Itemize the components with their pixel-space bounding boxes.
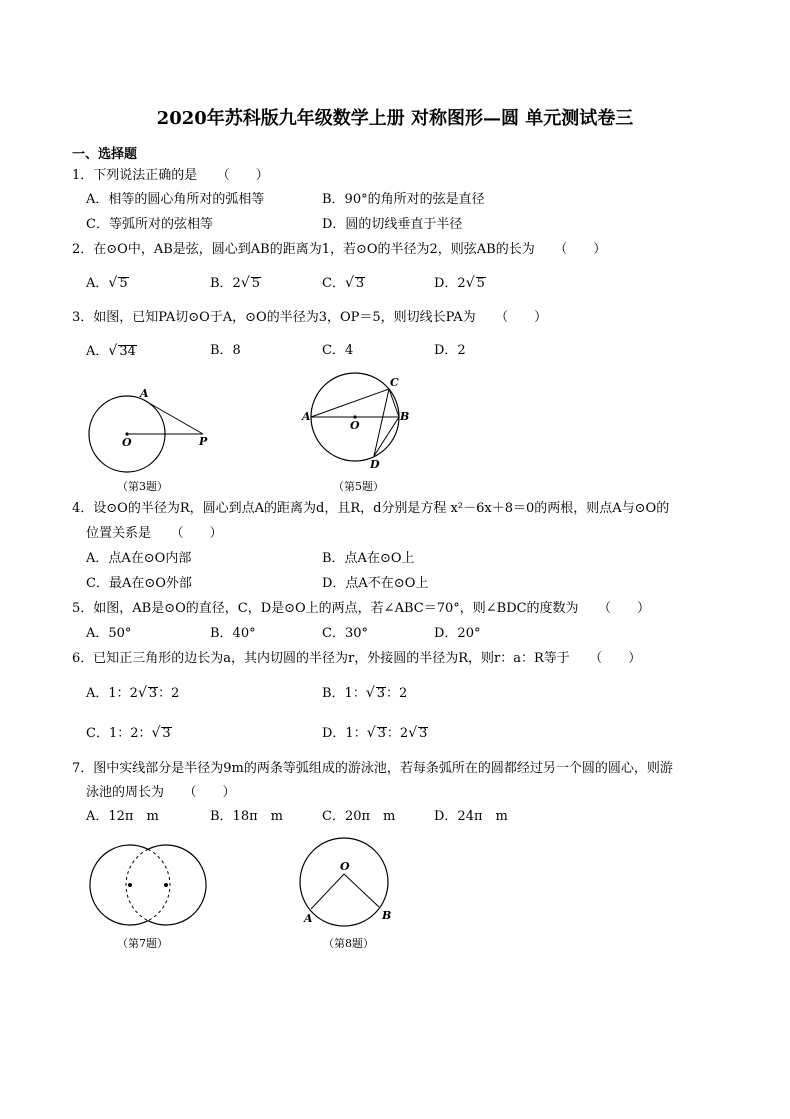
q2-option-b: B．2√ 5 — [210, 275, 261, 291]
q7-stem-line1: 7．图中实线部分是半径为9m的两条等弧组成的游泳池，若每条弧所在的圆都经过另一个圆的圆心，则游 — [72, 761, 673, 776]
figure-3-caption: （第3题） — [117, 480, 168, 493]
radicand: 3 — [355, 276, 365, 291]
q6-option-b: B．1：√ 3：2 — [322, 685, 408, 701]
figure-8-circle-angle — [296, 832, 406, 932]
q1-option-a: A．相等的圆心角所对的弧相等 — [86, 192, 265, 207]
q3-stem: 3．如图，已知PA切⊙O于A，⊙O的半径为3，OP＝5，则切线长PA为 （ ） — [72, 310, 548, 325]
q1-option-b: B．90°的角所对的弦是直径 — [322, 192, 485, 207]
radicand: 5 — [251, 276, 261, 291]
q4-option-c: C．最A在⊙O外部 — [86, 576, 192, 591]
q2-option-a: A．√ 5 — [86, 275, 128, 291]
q3-option-c: C．4 — [322, 343, 354, 358]
radicand: 3 — [162, 726, 171, 741]
q7-option-a: A．12π m — [86, 809, 159, 824]
q7-option-b: B．18π m — [210, 809, 283, 824]
q5-option-b: B．40° — [210, 626, 256, 641]
page-title: 2020年苏科版九年级数学上册 对称图形—圆 单元测试卷三 — [156, 108, 634, 129]
q6-option-d: D．1：√ 3：2√ 3 — [322, 725, 428, 741]
radicand: 3 — [377, 726, 386, 741]
q6-option-a: A．1：2√ 3：2 — [86, 685, 180, 701]
q7-option-d: D．24π m — [434, 809, 508, 824]
q4-option-a: A．点A在⊙O内部 — [86, 551, 192, 566]
figure-7-caption: （第7题） — [117, 937, 168, 950]
figure-5-caption: （第5题） — [333, 480, 384, 493]
q1-stem: 1．下列说法正确的是 （ ） — [72, 168, 269, 183]
label-b: B — [400, 410, 410, 423]
label-a: A — [140, 387, 149, 400]
label-b: B — [382, 909, 392, 922]
radicand: 5 — [476, 276, 485, 291]
q6-option-c: C．1：2：√ 3 — [86, 725, 171, 741]
label-p: P — [199, 435, 208, 448]
radicand: 34 — [119, 344, 136, 359]
q7-option-c: C．20π m — [322, 809, 396, 824]
figure-8-caption: （第8题） — [323, 937, 374, 950]
q5-option-c: C．30° — [322, 626, 368, 641]
figure-5-circle-diameter — [300, 372, 420, 472]
radicand: 3 — [419, 726, 428, 741]
q4-stem-line1: 4．设⊙O的半径为R，圆心到点A的距离为d，且R，d分别是方程 x²－6x＋8＝0的两根，则点A与⊙O的 — [72, 501, 670, 516]
q7-stem-line2: 泳池的周长为 （ ） — [86, 785, 236, 800]
label-a: A — [304, 912, 313, 925]
q5-option-d: D．20° — [434, 626, 481, 641]
q4-option-d: D．点A不在⊙O上 — [322, 576, 429, 591]
q3-option-d: D．2 — [434, 343, 466, 358]
radicand: 5 — [119, 276, 128, 291]
q3-option-a: A．√ 34 — [86, 343, 136, 359]
q3-option-b: B．8 — [210, 343, 241, 358]
q1-option-d: D．圆的切线垂直于半径 — [322, 217, 463, 232]
q2-option-c: C．√ 3 — [322, 275, 365, 291]
label-o: O — [350, 419, 360, 432]
radicand: 3 — [148, 686, 158, 701]
q2-stem: 2．在⊙O中，AB是弦，圆心到AB的距离为1，若⊙O的半径为2，则弦AB的长为 （ ） — [72, 242, 607, 257]
figure-3-circle-tangent — [80, 382, 230, 477]
label-d: D — [370, 458, 380, 471]
radicand: 3 — [376, 686, 386, 701]
label-o: O — [122, 436, 132, 449]
q2-option-d: D．2√ 5 — [434, 275, 485, 291]
q5-stem: 5．如图，AB是⊙O的直径，C，D是⊙O上的两点，若∠ABC＝70°，则∠BDC的度数为 （ ） — [72, 601, 651, 616]
q4-stem-line2: 位置关系是 （ ） — [86, 526, 223, 541]
q6-stem: 6．已知正三角形的边长为a，其内切圆的半径为r，外接圆的半径为R，则r：a：R等于 （ ） — [72, 651, 642, 666]
label-a: A — [302, 410, 311, 423]
q1-option-c: C．等弧所对的弦相等 — [86, 217, 213, 232]
label-o: O — [340, 860, 350, 873]
figure-7-pool-arcs — [88, 842, 218, 927]
q5-option-a: A．50° — [86, 626, 132, 641]
q4-option-b: B．点A在⊙O上 — [322, 551, 415, 566]
section-heading: 一、选择题 — [72, 147, 138, 162]
label-c: C — [390, 376, 399, 389]
